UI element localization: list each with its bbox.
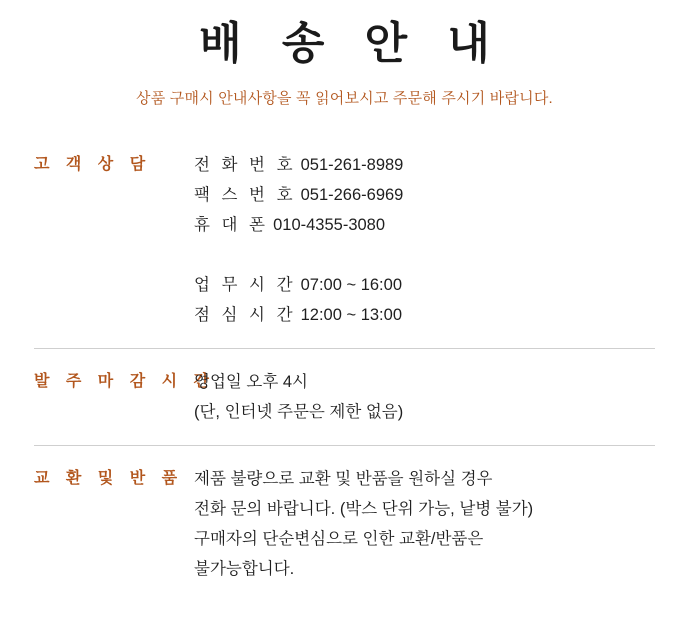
info-row bbox=[194, 180, 655, 210]
info-row bbox=[194, 210, 655, 240]
info-label: 팩 스 번 호 bbox=[194, 185, 297, 204]
section-body bbox=[194, 150, 655, 330]
info-row: 제품 불량으로 교환 및 반품을 원하실 경우 bbox=[194, 469, 493, 488]
row-spacer bbox=[194, 240, 655, 270]
section-label: 고 객 상 담 bbox=[34, 155, 152, 173]
page-subtitle: 상품 구매시 안내사항을 꼭 읽어보시고 주문해 주시기 바랍니다. bbox=[136, 89, 553, 107]
info-row bbox=[194, 150, 655, 180]
info-row bbox=[194, 270, 655, 300]
section-body bbox=[194, 464, 655, 584]
info-value: 010-4355-3080 bbox=[273, 215, 386, 234]
info-label: 휴 대 폰 bbox=[194, 215, 269, 234]
info-value: 07:00 ~ 16:00 bbox=[300, 275, 402, 294]
guide-content bbox=[0, 148, 689, 586]
info-label: 전 화 번 호 bbox=[194, 155, 297, 174]
info-row: (단, 인터넷 주문은 제한 없음) bbox=[194, 402, 404, 421]
section-label: 발 주 마 감 시 간 bbox=[34, 372, 215, 390]
section-divider bbox=[34, 445, 655, 446]
section-body bbox=[194, 367, 655, 427]
info-row: 불가능합니다. bbox=[194, 559, 295, 578]
info-label: 점 심 시 간 bbox=[194, 305, 297, 324]
info-row: 전화 문의 바랍니다. (박스 단위 가능, 낱병 불가) bbox=[194, 499, 534, 518]
section-customer-support bbox=[34, 148, 655, 332]
info-label: 업 무 시 간 bbox=[194, 275, 297, 294]
page-title: 배 송 안 내 bbox=[199, 19, 504, 68]
info-row: 구매자의 단순변심으로 인한 교환/반품은 bbox=[194, 529, 484, 548]
section-exchange-return bbox=[34, 462, 655, 586]
section-label: 교 환 및 반 품 bbox=[34, 469, 184, 487]
info-row bbox=[194, 300, 655, 330]
section-divider bbox=[34, 348, 655, 349]
info-row: 영업일 오후 4시 bbox=[194, 372, 308, 391]
section-order-deadline bbox=[34, 365, 655, 429]
info-value: 12:00 ~ 13:00 bbox=[300, 305, 402, 324]
info-value: 051-261-8989 bbox=[300, 155, 404, 174]
info-value: 051-266-6969 bbox=[300, 185, 404, 204]
